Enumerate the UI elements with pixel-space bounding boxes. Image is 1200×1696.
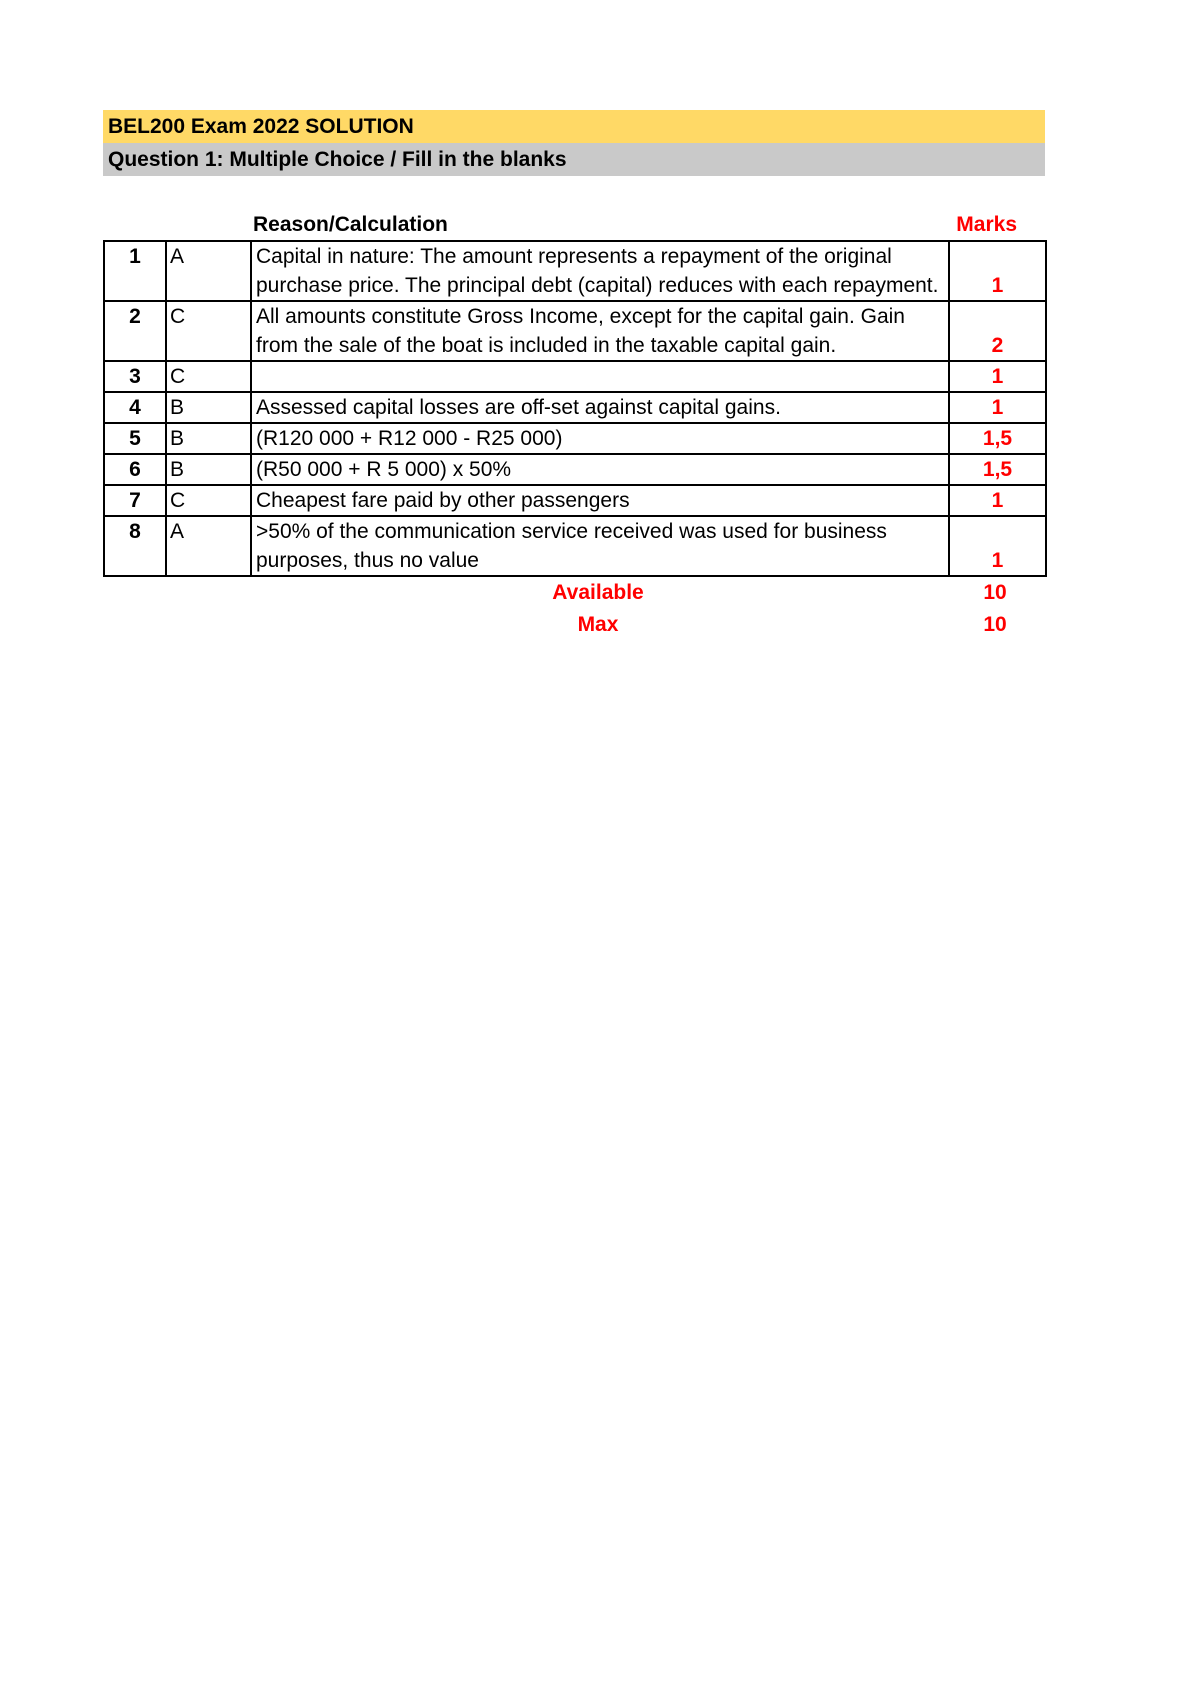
reason-text: (R50 000 + R 5 000) x 50% <box>251 454 949 485</box>
question-number: 3 <box>104 361 166 392</box>
table-row <box>104 454 1046 485</box>
available-value: 10 <box>983 581 1007 604</box>
max-row <box>103 609 1045 641</box>
table-row <box>104 423 1046 454</box>
reason-text <box>251 361 949 392</box>
table-row <box>104 516 1046 576</box>
table-row <box>104 301 1046 361</box>
reason-text: Assessed capital losses are off-set against capital gains. <box>251 392 949 423</box>
question-title: Question 1: Multiple Choice / Fill in the blanks <box>103 143 1045 176</box>
reason-text: >50% of the communication service received was used for business purposes, thus no value <box>251 516 949 576</box>
marks-value: 1 <box>949 392 1046 423</box>
reason-text: Cheapest fare paid by other passengers <box>251 485 949 516</box>
answer-choice: C <box>166 485 251 516</box>
column-header-row <box>103 208 1045 240</box>
table-row <box>104 361 1046 392</box>
question-number: 7 <box>104 485 166 516</box>
answers-table <box>103 240 1047 577</box>
table-row <box>104 485 1046 516</box>
marks-value: 1 <box>949 361 1046 392</box>
answer-choice: C <box>166 301 251 361</box>
question-number: 1 <box>104 241 166 301</box>
reason-text: All amounts constitute Gross Income, except for the capital gain. Gain from the sale of the boat is included in the taxable capital gain. <box>251 301 949 361</box>
answer-choice: B <box>166 454 251 485</box>
available-label: Available <box>552 581 644 604</box>
marks-value: 1,5 <box>949 454 1046 485</box>
totals-block <box>103 577 1045 641</box>
answer-choice: B <box>166 392 251 423</box>
answer-choice: B <box>166 423 251 454</box>
question-number: 6 <box>104 454 166 485</box>
answer-choice: A <box>166 516 251 576</box>
marks-value: 1,5 <box>949 423 1046 454</box>
reason-text: Capital in nature: The amount represents a repayment of the original purchase price. The principal debt (capital) reduces with each repayment. <box>251 241 949 301</box>
answer-choice: A <box>166 241 251 301</box>
available-row <box>103 577 1045 609</box>
reason-column-header: Reason/Calculation <box>253 213 448 236</box>
max-value: 10 <box>983 613 1007 636</box>
marks-value: 1 <box>949 485 1046 516</box>
answer-choice: C <box>166 361 251 392</box>
marks-value: 1 <box>949 241 1046 301</box>
marks-value: 2 <box>949 301 1046 361</box>
question-number: 2 <box>104 301 166 361</box>
marks-column-header: Marks <box>956 213 1017 236</box>
question-number: 8 <box>104 516 166 576</box>
reason-text: (R120 000 + R12 000 - R25 000) <box>251 423 949 454</box>
exam-title: BEL200 Exam 2022 SOLUTION <box>103 110 1045 143</box>
table-row <box>104 392 1046 423</box>
question-number: 4 <box>104 392 166 423</box>
marks-value: 1 <box>949 516 1046 576</box>
max-label: Max <box>577 613 619 636</box>
question-number: 5 <box>104 423 166 454</box>
table-row <box>104 241 1046 301</box>
spreadsheet-page <box>103 110 1045 641</box>
